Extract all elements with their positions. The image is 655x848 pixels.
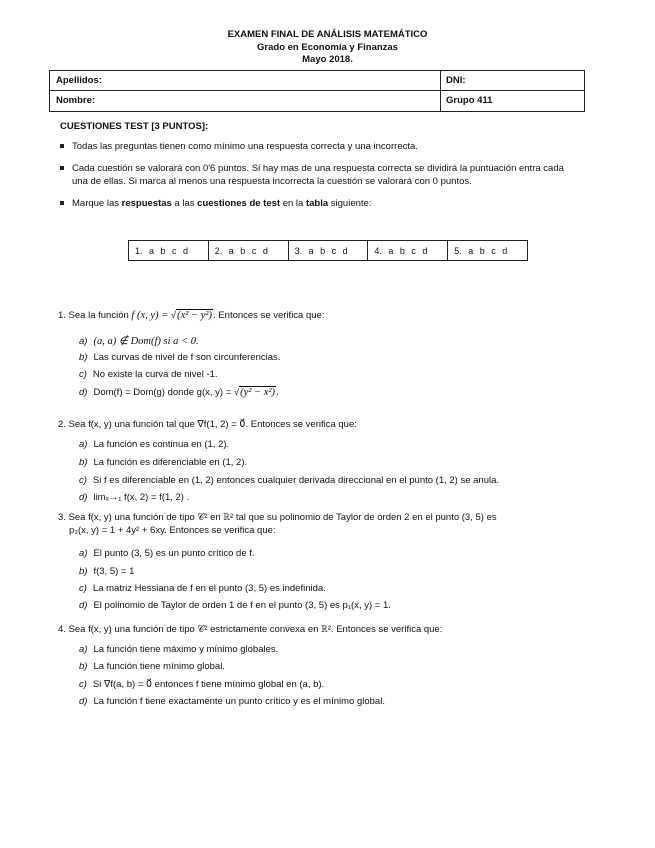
bullet-square-icon [60, 144, 64, 148]
question-3 [58, 511, 598, 537]
q1-option-d: d) Dom(f) = Dom(g) donde g(x, y) = √(y² − x²). [79, 387, 279, 398]
id-divider [440, 71, 441, 111]
q2-option-a-text: La función es continua en (1, 2). [93, 439, 230, 450]
id-row-2 [50, 91, 584, 110]
instruction-bullet-1 [60, 140, 590, 153]
instruction-text-1: Todas las preguntas tienen como mínimo una respuesta correcta y una incorrecta. [72, 141, 418, 152]
q3-option-a-text: El punto (3, 5) es un punto crítico de f. [93, 548, 255, 559]
q4-option-b: b) La función tiene mínimo global. [79, 661, 225, 672]
nombre-label: Nombre: [56, 95, 96, 106]
q1-option-c-text: No existe la curva de nivel -1. [92, 369, 218, 380]
instruction-text-2b: una de ellas. Si marca al menos una respuesta incorrecta la cuestión se valorará con 0 puntos. [72, 176, 472, 187]
question-1 [58, 309, 598, 322]
q4-option-c: c) Si ∇f(a, b) = 0⃗ entonces f tiene mínimo global en (a, b). [79, 679, 325, 690]
q2-option-d-text: limₓ→₁ f(x, 2) = f(1, 2) . [93, 492, 190, 503]
exam-title: EXAMEN FINAL DE ANÁLISIS MATEMÁTICO [227, 29, 428, 40]
q3-option-b: b) f(3, 5) = 1 [79, 566, 135, 577]
q3-option-c-text: La matriz Hessiana de f en el punto (3, 5) es indefinida. [92, 583, 326, 594]
q4-option-b-text: La función tiene mínimo global. [93, 661, 225, 672]
answer-cell-1[interactable]: 1. a b c d [129, 241, 209, 260]
q2-option-b: b) La función es diferenciable en (1, 2). [79, 457, 248, 468]
q3-option-d: d) El polinomio de Taylor de orden 1 de f en el punto (3, 5) es p₁(x, y) = 1. [79, 600, 391, 611]
q3-option-b-text: f(3, 5) = 1 [93, 566, 135, 577]
answer-cell-4[interactable]: 4. a b c d [368, 241, 448, 260]
q2-option-b-text: La función es diferenciable en (1, 2). [93, 457, 248, 468]
id-row-1 [50, 71, 584, 91]
answer-cell-3[interactable]: 3. a b c d [289, 241, 369, 260]
answer-cell-5[interactable]: 5. a b c d [454, 245, 508, 256]
question-2: 2. Sea f(x, y) una función tal que ∇f(1, 2) = 0⃗. Entonces se verifica que: [58, 419, 357, 430]
student-id-box [49, 70, 585, 112]
dni-label: DNI: [446, 75, 466, 86]
q1-option-a-text: (a, a) ∉ Dom(f) si a < 0. [93, 336, 199, 347]
exam-degree: Grado en Economía y Finanzas [257, 41, 398, 53]
q3-option-a: a) El punto (3, 5) es un punto crítico de f. [79, 548, 255, 559]
instruction-bullet-3 [60, 197, 590, 210]
q1-intro: 1. Sea la función [58, 310, 132, 321]
instruction-text-3: Marque las respuestas a las cuestiones de test en la tabla siguiente: [72, 198, 372, 209]
q4-option-d-text: La función f tiene exactamente un punto crítico y es el mínimo global. [93, 696, 385, 707]
q1-d-radicand: (y² − x²) [240, 387, 276, 398]
q1-option-b-text: Las curvas de nivel de f son circunferencias. [93, 352, 281, 363]
q4-option-a: a) La función tiene máximo y mínimo globales. [79, 644, 279, 655]
exam-date: Mayo 2018. [302, 54, 353, 65]
q1-radicand: (x² − y²) [177, 310, 213, 321]
question-4: 4. Sea f(x, y) una función de tipo 𝒞² estrictamente convexa en ℝ². Entonces se verifica que: [58, 624, 443, 635]
bullet-square-icon [60, 201, 64, 205]
section-title: CUESTIONES TEST [3 PUNTOS]: [60, 121, 209, 132]
answer-cell-2[interactable]: 2. a b c d [209, 241, 289, 260]
question-3-line-1: 3. Sea f(x, y) una función de tipo 𝒞² en ℝ² tal que su polinomio de Taylor de orden 2 en el punto (3, 5) es [58, 512, 497, 523]
question-3-line-2: p₂(x, y) = 1 + 4y² + 6xy. Entonces se verifica que: [69, 525, 276, 536]
apellidos-label: Apellidos: [56, 75, 102, 86]
q4-option-a-text: La función tiene máximo y mínimo globales. [93, 644, 279, 655]
q2-option-d: d) limₓ→₁ f(x, 2) = f(1, 2) . [79, 492, 190, 503]
q2-option-c: c) Si f es diferenciable en (1, 2) entonces cualquier derivada direccional en el punto (1, 2) se anula. [79, 475, 500, 486]
answer-table [128, 240, 528, 261]
q2-option-c-text: Si f es diferenciable en (1, 2) entonces cualquier derivada direccional en el punto (1, 2) se anula. [92, 475, 500, 486]
q4-option-c-text: Si ∇f(a, b) = 0⃗ entonces f tiene mínimo global en (a, b). [92, 679, 325, 690]
q3-option-c: c) La matriz Hessiana de f en el punto (3, 5) es indefinida. [79, 583, 326, 594]
sqrt-symbol: √(x² − y²) [170, 310, 213, 321]
instruction-text-2a: Cada cuestión se valorará con 0'6 puntos. Si hay mas de una respuesta correcta se dividirá la puntuación entra cada [72, 163, 564, 174]
instruction-bullet-2 [60, 162, 590, 188]
q3-option-d-text: El polinomio de Taylor de orden 1 de f en el punto (3, 5) es p₁(x, y) = 1. [93, 600, 391, 611]
q1-option-d-text: Dom(f) = Dom(g) donde g(x, y) = [93, 387, 234, 398]
sqrt-symbol: √(y² − x²) [233, 387, 276, 398]
q1-function: f (x, y) = [131, 310, 171, 321]
q1-option-c: c) No existe la curva de nivel -1. [79, 369, 218, 380]
grupo-label: Grupo 411 [446, 95, 493, 106]
q1-option-b: b) Las curvas de nivel de f son circunferencias. [79, 352, 281, 363]
q1-option-a: a) (a, a) ∉ Dom(f) si a < 0. [79, 336, 199, 347]
q1-outro: . Entonces se verifica que: [213, 310, 325, 321]
q4-option-d: d) La función f tiene exactamente un punto crítico y es el mínimo global. [79, 696, 385, 707]
exam-header [0, 29, 655, 67]
q2-option-a: a) La función es continua en (1, 2). [79, 439, 230, 450]
bullet-square-icon [60, 166, 64, 170]
